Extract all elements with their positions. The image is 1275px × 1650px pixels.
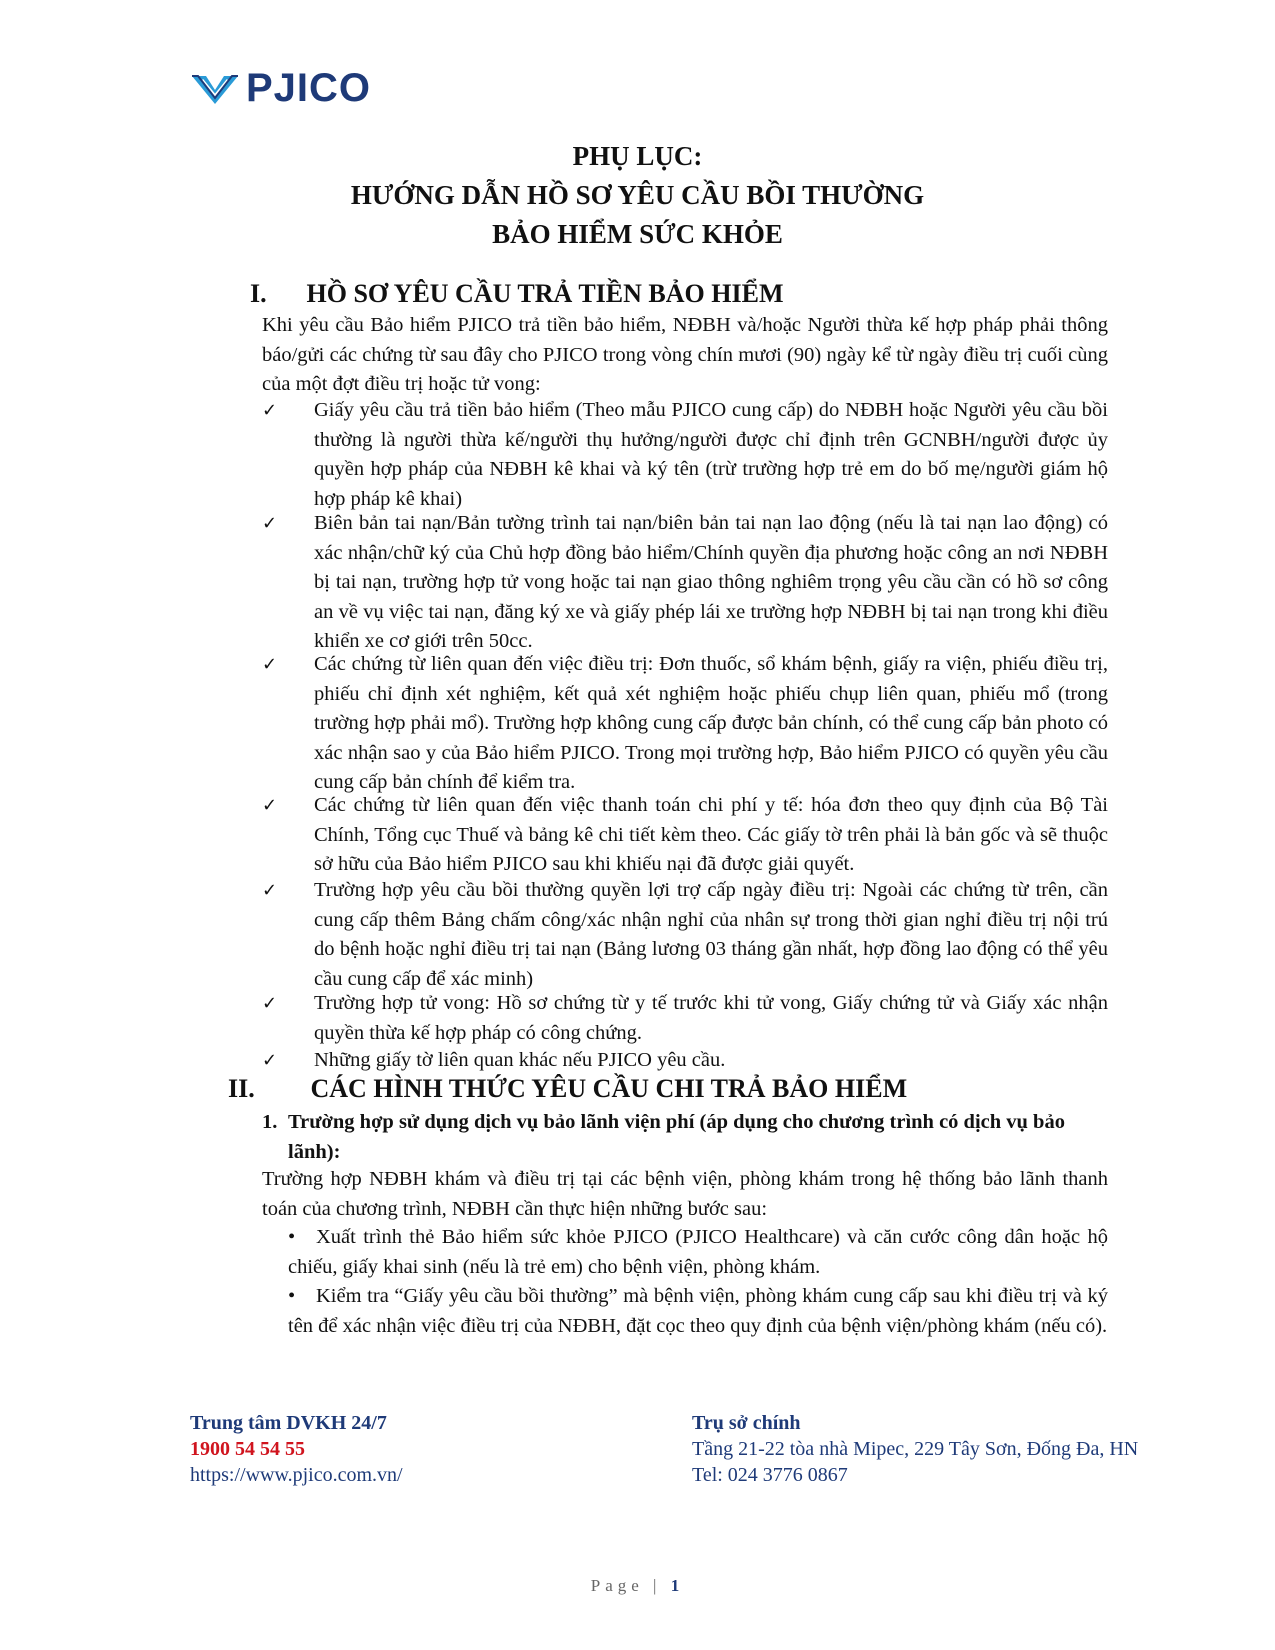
- footer-hotline-number[interactable]: 1900 54 54 55: [190, 1438, 305, 1460]
- check-item: [262, 509, 1108, 657]
- check-item-text: Trường hợp tử vong: Hồ sơ chứng từ y tế trước khi tử vong, Giấy chứng tử và Giấy xác nhận quyền thừa kế hợp pháp có công chứng.: [314, 992, 1108, 1044]
- page-number-value: 1: [670, 1576, 685, 1595]
- footer-hq-address: Tầng 21-22 tòa nhà Mipec, 229 Tây Sơn, Đống Đa, HN: [692, 1438, 1139, 1460]
- check-item-text: Các chứng từ liên quan đến việc thanh toán chi phí y tế: hóa đơn theo quy định của Bộ Tài Chính, Tổng cục Thuế và bảng kê chi tiết kèm theo. Các giấy tờ trên phải là bản gốc và sẽ thuộc sở hữu của Bảo hiểm PJICO sau khi khiếu nại đã được giải quyết.: [314, 794, 1108, 876]
- page-label: Page |: [590, 1576, 662, 1595]
- check-item: [262, 650, 1108, 798]
- title-line-1: PHỤ LỤC:: [572, 141, 703, 171]
- section-1-intro: Khi yêu cầu Bảo hiểm PJICO trả tiền bảo hiểm, NĐBH và/hoặc Người thừa kế hợp pháp phải thông báo/gửi các chứng từ sau đây cho PJICO trong vòng chín mươi (90) ngày kể từ ngày điều trị cuối cùng của một đợt điều trị hoặc tử vong:: [262, 314, 1108, 396]
- check-icon: ✓: [262, 795, 278, 816]
- check-icon: ✓: [262, 880, 278, 901]
- subsection-1-heading: [262, 1108, 1108, 1167]
- bullet-item-text: Kiểm tra “Giấy yêu cầu bồi thường” mà bệnh viện, phòng khám cung cấp sau khi điều trị và ký tên để xác nhận việc điều trị của NĐBH, đặt cọc theo quy định của bệnh viện/phòng khám (nếu có).: [288, 1285, 1108, 1337]
- bullet-item: [288, 1223, 1108, 1282]
- section-2-heading: [228, 1074, 907, 1104]
- check-item: [262, 396, 1108, 514]
- document-title: [0, 137, 1275, 254]
- check-item-text: Các chứng từ liên quan đến việc điều trị: Đơn thuốc, sổ khám bệnh, giấy ra viện, phiếu điều trị, phiếu chỉ định xét nghiệm, kết quả xét nghiệm hoặc phiếu chụp liên quan, phiếu mổ (trong trường hợp phải mổ). Trường hợp không cung cấp được bản chính, có thể cung cấp bản photo có xác nhận sao y của Bảo hiểm PJICO. Trong mọi trường hợp, Bảo hiểm PJICO có quyền yêu cầu cung cấp bản chính để kiểm tra.: [314, 653, 1108, 794]
- footer-headquarters: [692, 1410, 1138, 1488]
- check-item-text: Giấy yêu cầu trả tiền bảo hiểm (Theo mẫu PJICO cung cấp) do NĐBH hoặc Người yêu cầu bồi thường là người thừa kế/người thụ hưởng/người được chỉ định trên GCNBH/người được ủy quyền hợp pháp của NĐBH kê khai và ký tên (trừ trường hợp trẻ em do bố mẹ/người giám hộ hợp pháp kê khai): [314, 399, 1108, 510]
- check-item: [262, 1046, 1108, 1076]
- check-item: [262, 876, 1108, 994]
- bullet-item: [288, 1282, 1108, 1341]
- check-item-text: Trường hợp yêu cầu bồi thường quyền lợi trợ cấp ngày điều trị: Ngoài các chứng từ trên, cần cung cấp thêm Bảng chấm công/xác nhận nghỉ của nhân sự trong thời gian nghỉ điều trị nội trú do bệnh hoặc nghỉ điều trị tai nạn (Bảng lương 03 tháng gần nhất, hợp đồng lao động có thể yêu cầu cung cấp để xác minh): [314, 879, 1108, 990]
- footer-hq-label: Trụ sở chính: [692, 1412, 801, 1434]
- check-icon: ✓: [262, 513, 278, 534]
- title-line-2: HƯỚNG DẪN HỒ SƠ YÊU CẦU BỒI THƯỜNG: [350, 180, 925, 210]
- bullet-icon: •: [288, 1285, 296, 1307]
- check-item: [262, 791, 1108, 880]
- check-icon: ✓: [262, 654, 278, 675]
- check-item-text: Những giấy tờ liên quan khác nếu PJICO yêu cầu.: [314, 1049, 726, 1071]
- subsection-1-intro: Trường hợp NĐBH khám và điều trị tại các bệnh viện, phòng khám trong hệ thống bảo lãnh thanh toán của chương trình, NĐBH cần thực hiện những bước sau:: [262, 1168, 1108, 1220]
- check-icon: ✓: [262, 993, 278, 1014]
- section-1-number: I.: [250, 279, 267, 308]
- pjico-logo-text: PJICO: [246, 66, 372, 110]
- title-line-3: BẢO HIỂM SỨC KHỎE: [492, 219, 783, 249]
- footer-contact: [190, 1410, 403, 1488]
- bullet-icon: •: [288, 1226, 296, 1248]
- subsection-1-title: Trường hợp sử dụng dịch vụ bảo lãnh viện phí (áp dụng cho chương trình có dịch vụ bảo lãnh):: [288, 1111, 1065, 1163]
- footer-website-link[interactable]: https://www.pjico.com.vn/: [190, 1464, 403, 1486]
- check-item-text: Biên bản tai nạn/Bản tường trình tai nạn/biên bản tai nạn lao động (nếu là tai nạn lao động) có xác nhận/chữ ký của Chủ hợp đồng bảo hiểm/Chính quyền địa phương hoặc công an nơi NĐBH bị tai nạn, trường hợp tử vong hoặc tai nạn giao thông nghiêm trọng yêu cầu cần có hồ sơ công an về vụ việc tai nạn, đăng ký xe và giấy phép lái xe trường hợp NĐBH bị tai nạn trong khi điều khiển xe cơ giới trên 50cc.: [314, 512, 1108, 653]
- check-icon: ✓: [262, 1050, 278, 1071]
- check-icon: ✓: [262, 400, 278, 421]
- page-number: [0, 1576, 1275, 1596]
- section-2-number: II.: [228, 1074, 255, 1103]
- section-2-title: CÁC HÌNH THỨC YÊU CẦU CHI TRẢ BẢO HIỂM: [310, 1074, 908, 1103]
- bullet-item-text: Xuất trình thẻ Bảo hiểm sức khỏe PJICO (PJICO Healthcare) và căn cước công dân hoặc hộ chiếu, giấy khai sinh (nếu là trẻ em) cho bệnh viện, phòng khám.: [288, 1226, 1108, 1278]
- section-1-heading: [250, 279, 784, 309]
- pjico-logo-icon: [190, 70, 240, 106]
- footer-hotline-label: Trung tâm DVKH 24/7: [190, 1412, 387, 1434]
- check-item: [262, 989, 1108, 1048]
- subsection-1-number: 1.: [262, 1111, 278, 1133]
- footer-hq-tel: Tel: 024 3776 0867: [692, 1464, 848, 1486]
- pjico-logo: [190, 68, 371, 108]
- section-1-title: HỒ SƠ YÊU CẦU TRẢ TIỀN BẢO HIỂM: [306, 279, 784, 308]
